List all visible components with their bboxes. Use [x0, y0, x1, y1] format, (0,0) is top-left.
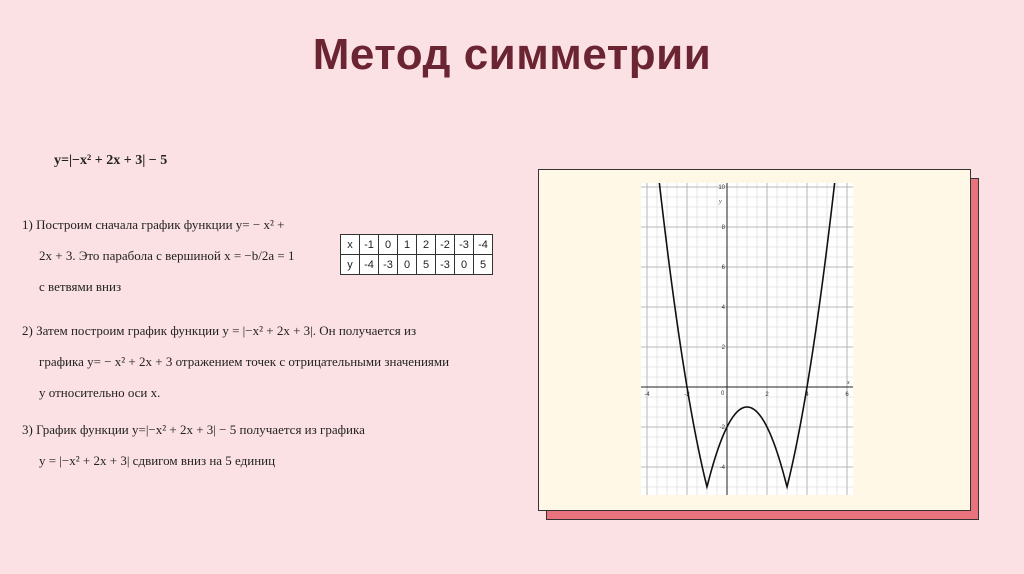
x-tick-label: 2 — [765, 392, 769, 398]
values-table — [340, 234, 493, 275]
step-2-line-3: y относительно оси x. — [39, 385, 161, 400]
y-tick-label: 6 — [721, 265, 725, 271]
step-2-line-2: графика y= − x² + 2x + 3 отражением точек с отрицательными значениями — [39, 354, 450, 369]
table-cell: 5 — [417, 255, 436, 275]
y-tick-label: 10 — [718, 185, 725, 191]
table-cell: 5 — [474, 255, 493, 275]
step-3 — [22, 414, 512, 476]
y-tick-label: 2 — [721, 345, 725, 351]
x-tick-label: 4 — [805, 392, 809, 398]
y-axis-label: y — [719, 199, 722, 205]
table-cell: 0 — [379, 235, 398, 255]
table-cell: x — [341, 235, 360, 255]
table-cell: -2 — [436, 235, 455, 255]
step-1-line-1: 1) Построим сначала график функции y= − x² + — [22, 217, 285, 232]
main-formula: y=|−x² + 2x + 3| − 5 — [54, 153, 168, 168]
table-cell: 2 — [417, 235, 436, 255]
y-tick-label: -2 — [719, 425, 725, 431]
table-cell: 1 — [398, 235, 417, 255]
table-row-y — [341, 255, 493, 275]
x-tick-label: -4 — [644, 392, 650, 398]
origin-label: 0 — [721, 391, 725, 397]
graph-svg — [641, 183, 853, 495]
table-cell: 0 — [398, 255, 417, 275]
y-tick-label: -4 — [719, 465, 725, 471]
table-cell: -1 — [360, 235, 379, 255]
x-axis-label: x — [847, 380, 850, 386]
table-row-x — [341, 235, 493, 255]
x-tick-label: 6 — [845, 392, 849, 398]
x-tick-label: -2 — [684, 392, 690, 398]
table-cell: 0 — [455, 255, 474, 275]
step-3-line-1: 3) График функции y=|−x² + 2x + 3| − 5 получается из графика — [22, 422, 365, 437]
step-2-line-1: 2) Затем построим график функции y = |−x² + 2x + 3|. Он получается из — [22, 323, 417, 338]
table-cell: -3 — [455, 235, 474, 255]
function-graph — [641, 183, 853, 495]
y-tick-label: 4 — [721, 305, 725, 311]
step-3-line-2: y = |−x² + 2x + 3| сдвигом вниз на 5 единиц — [39, 453, 276, 468]
table-cell: -4 — [360, 255, 379, 275]
y-tick-label: 8 — [721, 225, 725, 231]
table-cell: -3 — [436, 255, 455, 275]
table-cell: -3 — [379, 255, 398, 275]
table-cell: y — [341, 255, 360, 275]
slide-title: Метод симметрии — [312, 30, 712, 79]
step-2 — [22, 315, 512, 408]
step-1-line-3: с ветвями вниз — [39, 279, 122, 294]
step-1-line-2: 2x + 3. Это парабола с вершиной x = −b/2a = 1 — [39, 248, 295, 263]
table-cell: -4 — [474, 235, 493, 255]
